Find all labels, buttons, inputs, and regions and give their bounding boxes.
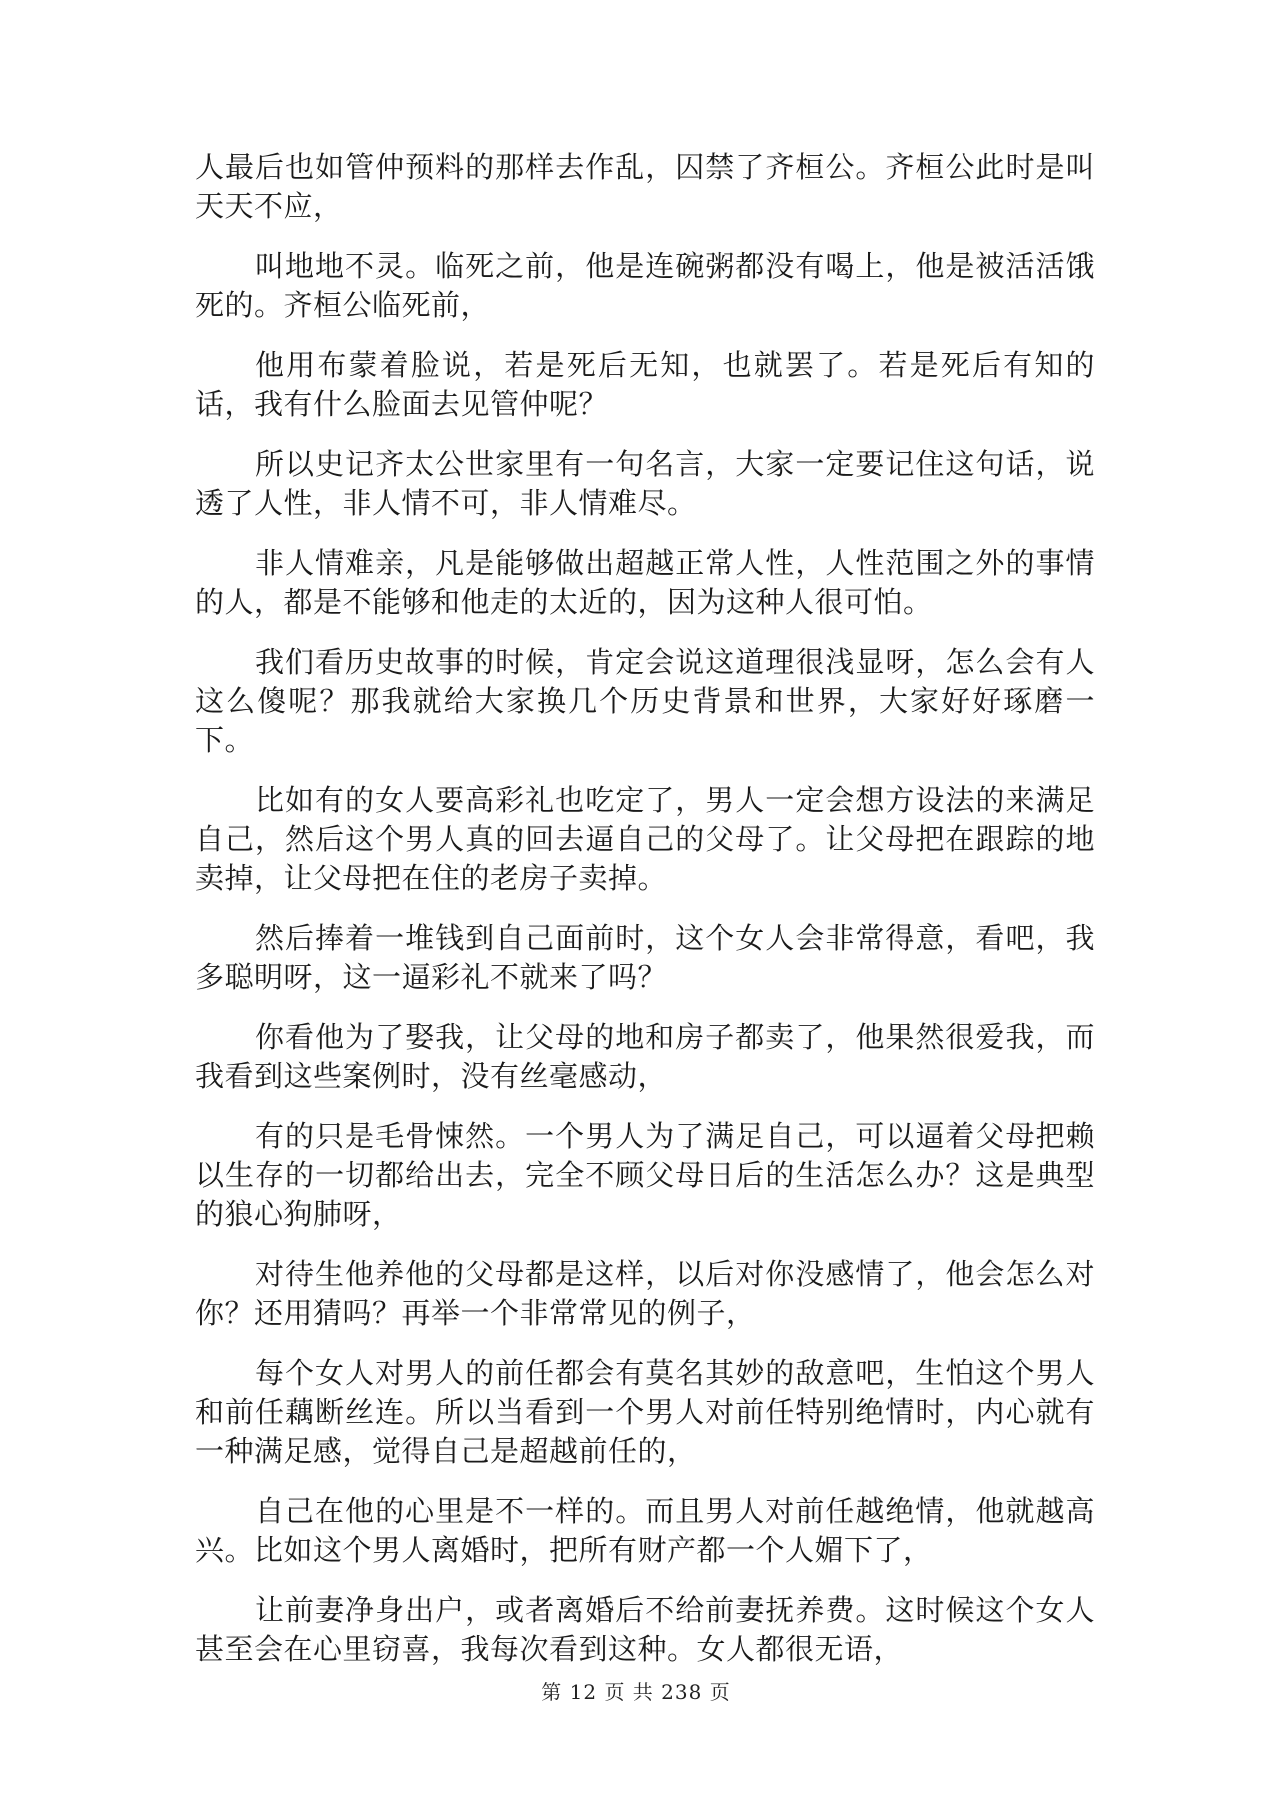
paragraph: 然后捧着一堆钱到自己面前时，这个女人会非常得意，看吧，我多聪明呀，这一逼彩礼不就来了吗？ <box>195 921 1095 994</box>
paragraph: 对待生他养他的父母都是这样，以后对你没感情了，他会怎么对你？还用猜吗？再举一个非常常见的例子， <box>195 1257 1095 1330</box>
paragraph: 人最后也如管仲预料的那样去作乱，囚禁了齐桓公。齐桓公此时是叫天天不应， <box>195 150 1095 223</box>
paragraph: 你看他为了娶我，让父母的地和房子都卖了，他果然很爱我，而我看到这些案例时，没有丝毫感动， <box>195 1020 1095 1093</box>
paragraph: 比如有的女人要高彩礼也吃定了，男人一定会想方设法的来满足自己，然后这个男人真的回去逼自己的父母了。让父母把在跟踪的地卖掉，让父母把在住的老房子卖掉。 <box>195 783 1095 895</box>
paragraph: 所以史记齐太公世家里有一句名言，大家一定要记住这句话，说透了人性，非人情不可，非人情难尽。 <box>195 447 1095 520</box>
paragraph: 每个女人对男人的前任都会有莫名其妙的敌意吧，生怕这个男人和前任藕断丝连。所以当看到一个男人对前任特别绝情时，内心就有一种满足感，觉得自己是超越前任的， <box>195 1356 1095 1468</box>
page-number-footer: 第 12 页 共 238 页 <box>541 1680 731 1704</box>
page-content <box>195 148 1095 1690</box>
paragraph: 自己在他的心里是不一样的。而且男人对前任越绝情，他就越高兴。比如这个男人离婚时，把所有财产都一个人媚下了， <box>195 1494 1095 1567</box>
paragraph: 我们看历史故事的时候，肯定会说这道理很浅显呀，怎么会有人这么傻呢？那我就给大家换几个历史背景和世界，大家好好琢磨一下。 <box>195 645 1095 757</box>
paragraph: 有的只是毛骨悚然。一个男人为了满足自己，可以逼着父母把赖以生存的一切都给出去，完全不顾父母日后的生活怎么办？这是典型的狼心狗肺呀， <box>195 1119 1095 1231</box>
paragraph: 他用布蒙着脸说，若是死后无知，也就罢了。若是死后有知的话，我有什么脸面去见管仲呢？ <box>195 348 1095 421</box>
paragraph: 叫地地不灵。临死之前，他是连碗粥都没有喝上，他是被活活饿死的。齐桓公临死前， <box>195 249 1095 322</box>
paragraph: 非人情难亲，凡是能够做出超越正常人性，人性范围之外的事情的人，都是不能够和他走的太近的，因为这种人很可怕。 <box>195 546 1095 619</box>
paragraph: 让前妻净身出户，或者离婚后不给前妻抚养费。这时候这个女人甚至会在心里窃喜，我每次看到这种。女人都很无语， <box>195 1593 1095 1666</box>
